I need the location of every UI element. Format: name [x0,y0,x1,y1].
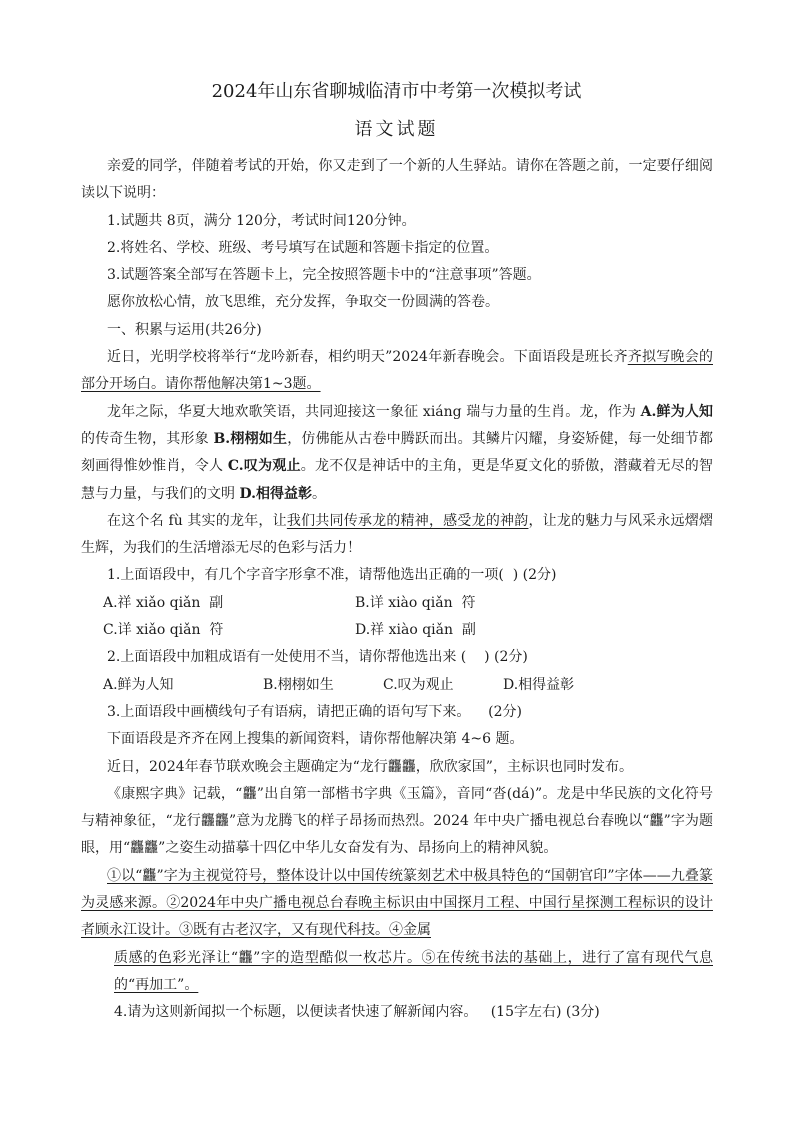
news-paragraph-2: 《康熙字典》记载，“龘”出自第一部楷书字典《玉篇》，音同“沓(dá)”。龙是中华民族的文化符号与精神象征，“龙行龘龘”意为龙腾飞的样子昂扬而热烈。2024 年中央广播电视总台春晚以“龘”字为题眼，用“龘龘”之姿生动描摹十四亿中华儿女奋发有为、昂扬向上的精神风貌。 [81,785,713,857]
reading-passage-b [81,508,713,563]
news-paragraph-3a [81,863,713,945]
exam-title: 2024年山东省聊城临清市中考第一次模拟考试 [211,81,582,102]
exam-subtitle: 语文试题 [354,119,439,140]
option-c: C.详 xiǎo qiǎn 符 [103,622,224,639]
reading-passage-a [81,399,713,508]
context-paragraph-a [81,344,713,399]
instruction-rule-2: 2.将姓名、学校、班级、考号填写在试题和答题卡指定的位置。 [107,239,499,256]
option-b: B.栩栩如生 [263,676,334,693]
option-b: B.详 xiào qiǎn 符 [355,594,476,611]
instruction-rule-3: 3.试题答案全部写在答题卡上，完全按照答题卡中的“注意事项”答题。 [107,267,541,284]
question-2-options [81,672,713,699]
underlined-news-text: 质感的色彩光泽让“龘”字的造型酷似一枚芯片。⑤在传统书法的基础上，进行了富有现代气息的“再加工”。 [114,949,713,993]
bold-idiom-a: A.鲜为人知 [640,403,713,420]
underlined-sentence: 我们共同传承龙的精神，感受龙的神韵 [286,512,529,529]
question-1-stem: 1.上面语段中，有几个字音字形拿不准，请帮他选出正确的一项( ) (2分) [107,567,557,584]
news-paragraph-3b [114,945,713,1000]
bold-idiom-d: D.相得益彰 [239,485,312,502]
option-d: D.祥 xiào qiǎn 副 [355,622,476,639]
question-1-options-row-2 [81,617,713,644]
passage-text: 。 [311,485,326,502]
question-4-stem: 4.请为这则新闻拟一个标题，以便读者快速了解新闻内容。 (15字左右) (3分) [114,1004,600,1021]
greeting-paragraph: 亲爱的同学，伴随着考试的开始，你又走到了一个新的人生驿站。请你在答题之前，一定要仔细阅读以下说明： [81,158,713,202]
passage-text: 在这个名 fù 其实的龙年，让 [107,512,287,529]
exam-body [81,153,713,1027]
context-lead: 近日，光明学校将举行“龙吟新春，相约明天”2024年新春晚会。下面语段是班长齐 [107,349,628,366]
context-underlined: 齐拟写晚会的部分开场白。请你帮他解决第1~3题。 [81,349,713,393]
instruction-rule-1: 1.试题共 8页，满分 120分，考试时间120分钟。 [107,212,416,229]
question-3-stem: 3.上面语段中画横线句子有语病，请把正确的语句写下来。 (2分) [107,703,522,720]
question-1-options-row-1 [81,590,713,617]
passage-text: 龙年之际，华夏大地欢歌笑语，共同迎接这一象征 xiáng 瑞与力量的生肖。龙，作为 [107,403,641,420]
question-2-stem: 2.上面语段中加粗成语有一处使用不当，请你帮他选出来 ( ) (2分) [107,649,528,666]
passage-text: 的传奇生物，其形象 [81,430,214,447]
section-heading: 一、积累与运用(共26分) [107,321,262,338]
passage-text: ，让龙的魅力与风采永远熠熠生辉，为我们的生活增添无尽的色彩与活力！ [81,512,714,557]
wish-paragraph: 愿你放松心情，放飞思维，充分发挥，争取交一份圆满的答卷。 [107,294,499,311]
passage-text: ，仿佛能从古卷中腾跃而出。其鳞片闪耀，身姿矫健，每一处细节都刻画得惟妙惟肖，令人 [81,430,714,475]
bold-idiom-b: B.栩栩如生 [213,430,288,447]
passage-text: 。龙不仅是神话中的主角，更是华夏文化的骄傲，潜藏着无尽的智慧与力量，与我们的文明 [81,458,714,502]
option-c: C.叹为观止 [383,676,454,693]
option-a: A.祥 xiǎo qiǎn 副 [103,594,224,611]
context-paragraph-b: 下面语段是齐齐在网上搜集的新闻资料，请你帮他解决第 4~6 题。 [107,731,524,748]
bold-idiom-c: C.叹为观止 [227,458,301,475]
option-d: D.相得益彰 [503,676,575,693]
underlined-news-text: ①以“龘”字为主视觉符号，整体设计以中国传统篆刻艺术中极具特色的“国朝官印”字体——九叠篆为灵感来源。②2024年中央广播电视总台春晚主标识由中国探月工程、中国行星探测工程标识的设计者顾永江设计。③既有古老汉字，又有现代科技。④金属 [81,867,713,939]
option-a: A.鲜为人知 [103,676,174,693]
news-paragraph-1: 近日，2024年春节联欢晚会主题确定为“龙行龘龘，欣欣家国”，主标识也同时发布。 [107,758,633,775]
